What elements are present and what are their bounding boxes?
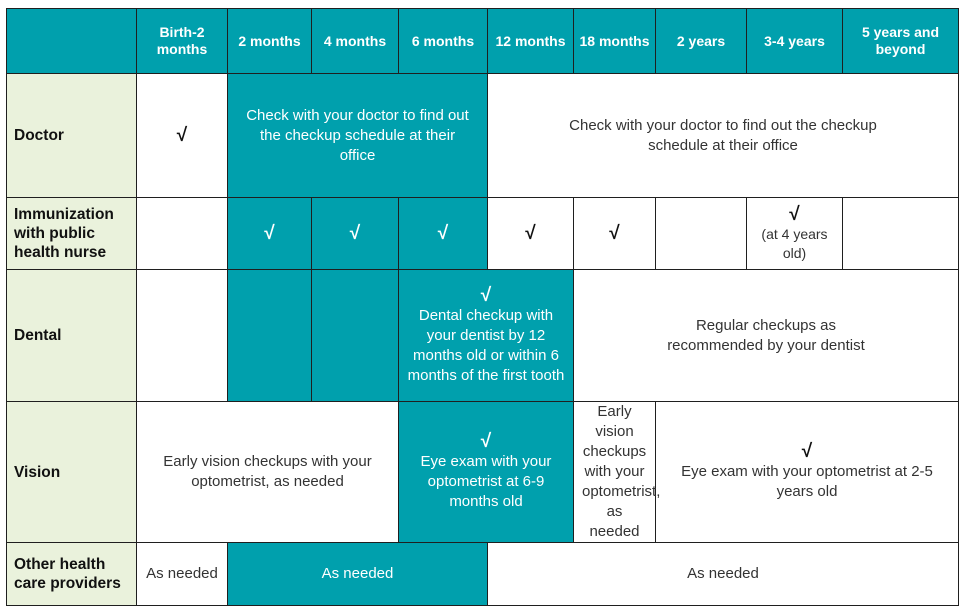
immunization-18m-cell bbox=[574, 198, 656, 270]
header-12-months: 12 months bbox=[488, 9, 574, 74]
checkmark-icon: √ bbox=[525, 222, 536, 244]
dental-checkup-cell bbox=[399, 270, 574, 402]
row-doctor bbox=[7, 74, 959, 198]
header-corner bbox=[7, 9, 137, 74]
row-label-doctor: Doctor bbox=[7, 74, 137, 198]
immunization-2y-cell bbox=[656, 198, 747, 270]
row-dental bbox=[7, 270, 959, 402]
immunization-12m-cell bbox=[488, 198, 574, 270]
checkup-schedule-table bbox=[6, 8, 959, 606]
other-later-cell: As needed bbox=[488, 543, 959, 606]
checkmark-icon: √ bbox=[480, 431, 492, 452]
vision-early-cell: Early vision checkups with your optometrist, as needed bbox=[137, 402, 399, 543]
row-immunization bbox=[7, 198, 959, 270]
vision-exam-text: Eye exam with your optometrist at 6-9 months old bbox=[420, 453, 552, 510]
dental-4m-cell bbox=[312, 270, 399, 402]
vision-later-cell bbox=[656, 402, 959, 543]
header-6-months: 6 months bbox=[399, 9, 488, 74]
immunization-4m-cell bbox=[312, 198, 399, 270]
header-18-months: 18 months bbox=[574, 9, 656, 74]
row-vision bbox=[7, 402, 959, 543]
header-3-4-years: 3-4 years bbox=[747, 9, 843, 74]
checkmark-icon: √ bbox=[609, 222, 620, 244]
dental-regular-cell: Regular checkups as recommended by your dentist bbox=[574, 270, 959, 402]
vision-later-text: Eye exam with your optometrist at 2-5 years old bbox=[681, 463, 933, 500]
immunization-6m-cell bbox=[399, 198, 488, 270]
row-label-vision: Vision bbox=[7, 402, 137, 543]
header-row bbox=[7, 9, 959, 74]
vision-mid-cell: Early vision checkups with your optometrist, as needed bbox=[574, 402, 656, 543]
immunization-2m-cell bbox=[228, 198, 312, 270]
row-other bbox=[7, 543, 959, 606]
checkmark-icon: √ bbox=[789, 203, 800, 225]
row-label-other: Other health care providers bbox=[7, 543, 137, 606]
other-birth-cell: As needed bbox=[137, 543, 228, 606]
header-birth-2-months: Birth-2 months bbox=[137, 9, 228, 74]
doctor-birth-cell bbox=[137, 74, 228, 198]
checkmark-icon: √ bbox=[349, 222, 361, 244]
other-early-cell: As needed bbox=[228, 543, 488, 606]
checkmark-icon: √ bbox=[801, 441, 813, 462]
header-2-years: 2 years bbox=[656, 9, 747, 74]
row-label-dental: Dental bbox=[7, 270, 137, 402]
immunization-birth-cell bbox=[137, 198, 228, 270]
immunization-note: (at 4 years old) bbox=[761, 225, 828, 261]
checkmark-icon: √ bbox=[176, 124, 188, 146]
dental-checkup-text: Dental checkup with your dentist by 12 months old or within 6 months of the first tooth bbox=[407, 306, 565, 384]
checkmark-icon: √ bbox=[264, 222, 275, 244]
dental-birth-cell bbox=[137, 270, 228, 402]
row-label-immunization: Immunization with public health nurse bbox=[7, 198, 137, 270]
vision-exam-cell bbox=[399, 402, 574, 543]
header-2-months: 2 months bbox=[228, 9, 312, 74]
doctor-early-schedule: Check with your doctor to find out the checkup schedule at their office bbox=[228, 74, 488, 198]
checkmark-icon: √ bbox=[437, 222, 449, 244]
doctor-later-schedule: Check with your doctor to find out the checkup schedule at their office bbox=[488, 74, 959, 198]
immunization-3-4y-cell bbox=[747, 198, 843, 270]
header-4-months: 4 months bbox=[312, 9, 399, 74]
immunization-5y-cell bbox=[843, 198, 959, 270]
checkmark-icon: √ bbox=[480, 284, 492, 306]
dental-2m-cell bbox=[228, 270, 312, 402]
header-5-years-and-beyond: 5 years and beyond bbox=[843, 9, 959, 74]
